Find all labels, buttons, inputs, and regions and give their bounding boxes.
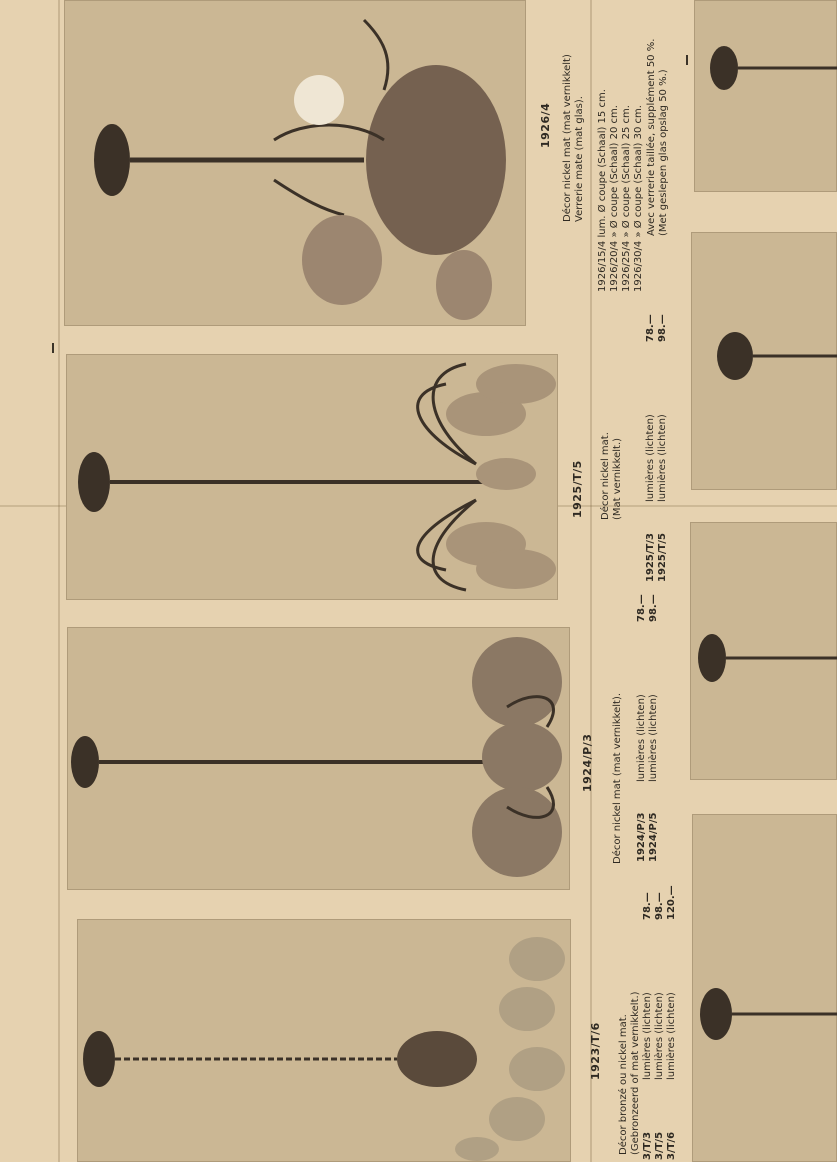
caption-1926-4-desc xyxy=(562,54,586,222)
lamp-photo-edge xyxy=(692,814,837,1162)
price-value: 98.— xyxy=(654,892,665,920)
note-line: Avec verrerie taillée, supplément 50 %. xyxy=(646,38,657,236)
price-row xyxy=(657,314,669,582)
price-label: lumières (lichten) xyxy=(666,992,677,1080)
desc-line: (Mat vernikkelt.) xyxy=(612,437,623,520)
chandelier-icon xyxy=(77,919,571,1162)
price-value: 78.— xyxy=(642,892,653,920)
variant-line: 1926/15/4 lum. Ø coupe (Schaal) 15 cm. xyxy=(597,89,608,292)
caption-1923-desc xyxy=(618,991,642,1155)
price-row xyxy=(654,885,666,1160)
price-ref: 1924/P/3 xyxy=(636,812,647,862)
desc-line: Décor nickel mat (mat vernikkelt). xyxy=(612,692,623,864)
caption-1926-4-variants xyxy=(597,89,645,292)
caption-1924-code xyxy=(582,734,595,792)
desc-line: (Gebronzeerd of mat vernikkelt.) xyxy=(630,991,641,1155)
lamp-photo-1923-t-6 xyxy=(77,919,571,1162)
caption-1926-4-code xyxy=(540,103,553,148)
product-code: 1926/4 xyxy=(539,102,552,148)
price-ref: 3/T/5 xyxy=(654,1131,665,1160)
lamp-photo-edge xyxy=(691,232,837,490)
chandelier-icon xyxy=(64,0,526,326)
product-code: 1924/P/3 xyxy=(581,733,594,792)
price-ref: 1925/T/3 xyxy=(645,533,656,582)
paper-fold xyxy=(590,0,592,1162)
price-label: lumières (lichten) xyxy=(648,694,659,782)
lamp-photo-1926-4 xyxy=(64,0,526,326)
price-label: lumières (lichten) xyxy=(645,414,656,502)
caption-1926-4-note xyxy=(646,39,670,236)
caption-1925-code xyxy=(572,460,585,518)
variant-line: 1926/20/4 » Ø coupe (Schaal) 20 cm. xyxy=(609,105,620,292)
price-label: lumières (lichten) xyxy=(654,992,665,1080)
lamp-photo-edge xyxy=(694,0,837,192)
desc-line: Décor nickel mat (mat vernikkelt) xyxy=(562,54,573,222)
price-label: lumières (lichten) xyxy=(636,694,647,782)
caption-1923-code xyxy=(590,1022,603,1080)
crop-mark xyxy=(52,343,54,353)
caption-1925-desc xyxy=(600,432,624,520)
price-value: 78.— xyxy=(645,314,656,342)
crop-mark xyxy=(686,55,688,65)
price-value: 98.— xyxy=(657,314,668,342)
price-value: 98.— xyxy=(648,594,659,622)
price-ref: 3/T/6 xyxy=(666,1131,677,1160)
desc-line: Décor bronzé ou nickel mat. xyxy=(618,1014,629,1155)
price-ref: 1925/T/5 xyxy=(657,533,668,582)
price-value: 120.— xyxy=(666,885,677,920)
caption-1923-prices xyxy=(642,885,678,1160)
paper-fold xyxy=(58,0,60,1162)
lamp-photo-1925-t-5 xyxy=(66,354,558,600)
price-row xyxy=(648,594,660,862)
product-code: 1923/T/6 xyxy=(589,1022,602,1080)
desc-line: Verrerie mate (mat glas). xyxy=(574,96,585,222)
chandelier-icon xyxy=(67,627,570,890)
price-row xyxy=(645,314,657,582)
price-row xyxy=(666,885,678,1160)
price-ref: 1924/P/5 xyxy=(648,812,659,862)
price-label: lumières (lichten) xyxy=(642,992,653,1080)
price-value: 78.— xyxy=(636,594,647,622)
caption-1924-prices xyxy=(636,594,660,862)
caption-1924-desc xyxy=(612,693,624,864)
lamp-photo-edge xyxy=(690,522,837,780)
price-row xyxy=(642,885,654,1160)
variant-line: 1926/30/4 » Ø coupe (Schaal) 30 cm. xyxy=(633,105,644,292)
desc-line: Décor nickel mat. xyxy=(600,432,611,520)
chandelier-icon xyxy=(66,354,558,600)
product-code: 1925/T/5 xyxy=(571,460,584,518)
caption-1925-prices xyxy=(645,314,669,582)
variant-line: 1926/25/4 » Ø coupe (Schaal) 25 cm. xyxy=(621,105,632,292)
note-line: (Met geslepen glas opslag 50 %.) xyxy=(658,69,669,236)
lamp-photo-1924-p-3 xyxy=(67,627,570,890)
price-row xyxy=(636,594,648,862)
price-label: lumières (lichten) xyxy=(657,414,668,502)
price-ref: 3/T/3 xyxy=(642,1131,653,1160)
